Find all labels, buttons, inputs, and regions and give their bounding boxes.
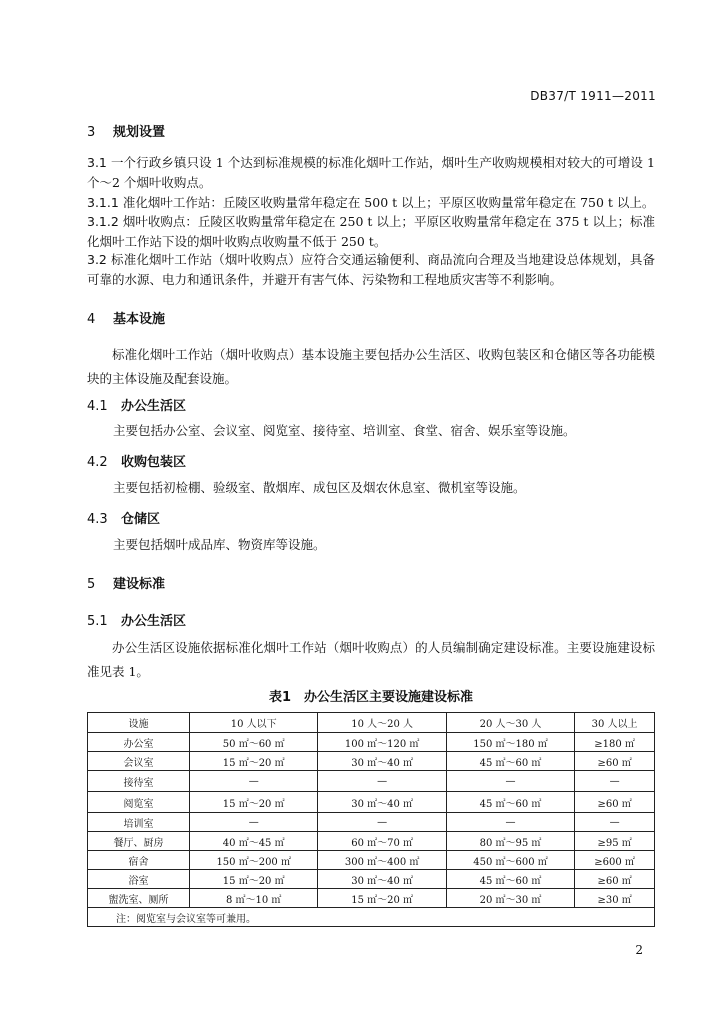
table-cell: 15 ㎡～20 ㎡ — [190, 792, 318, 813]
clause-text: 烟叶收购点：丘陵区收购量常年稳定在 250 t 以上；平原区收购量常年稳定在 375 t 以上；标准化烟叶工作站下设的烟叶收购点收购量不低于 250 t。 — [87, 214, 655, 249]
table-cell: 150 ㎡～180 ㎡ — [446, 733, 574, 752]
table-cell: 15 ㎡～20 ㎡ — [190, 752, 318, 771]
table-caption: 表1 办公生活区主要设施建设标准 — [268, 690, 474, 705]
table-cell: 45 ㎡～60 ㎡ — [446, 752, 574, 771]
section-number: 4 — [87, 312, 96, 327]
column-header: 10 人～20 人 — [318, 713, 446, 733]
section-title: 基本设施 — [113, 312, 166, 327]
clause-text: 一个行政乡镇只设 1 个达到标准规模的标准化烟叶工作站，烟叶生产收购规模相对较大的可增设 1 个～2 个烟叶收购点。 — [87, 155, 655, 190]
section-number: 3 — [87, 125, 96, 140]
table-cell: ≥600 ㎡ — [575, 851, 655, 870]
table-row — [88, 792, 655, 813]
table-cell: ≥60 ㎡ — [575, 870, 655, 889]
subsection-5-1-heading — [87, 610, 655, 629]
clause-text: 标准化烟叶工作站（烟叶收购点）应符合交通运输便利、商品流向合理及当地建设总体规划，具备可靠的水源、电力和通讯条件，并避开有害气体、污染物和工程地质灾害等不利影响。 — [87, 252, 655, 287]
table-cell: — — [446, 813, 574, 832]
subsection-title: 收购包装区 — [121, 455, 187, 470]
table-cell: 450 ㎡～600 ㎡ — [446, 851, 574, 870]
table-row — [88, 870, 655, 889]
table-cell: ≥180 ㎡ — [575, 733, 655, 752]
facility-standards-table — [87, 712, 655, 927]
clause-3-1-1 — [87, 193, 655, 213]
clause-3-1 — [87, 153, 655, 193]
table-cell: 培训室 — [88, 813, 190, 832]
section-4-heading — [87, 308, 655, 327]
table-cell: — — [190, 771, 318, 792]
table-cell: 15 ㎡～20 ㎡ — [190, 870, 318, 889]
table-cell: 30 ㎡～40 ㎡ — [318, 792, 446, 813]
subsection-4-1-heading — [87, 395, 655, 414]
table-cell: 30 ㎡～40 ㎡ — [318, 870, 446, 889]
table-cell: — — [446, 771, 574, 792]
table-row — [88, 813, 655, 832]
table-note-row — [88, 908, 655, 927]
table-cell: 盥洗室、厕所 — [88, 889, 190, 908]
table-cell: 20 ㎡～30 ㎡ — [446, 889, 574, 908]
subsection-number: 5.1 — [87, 614, 108, 629]
table-cell: 100 ㎡～120 ㎡ — [318, 733, 446, 752]
doc-code: DB37/T 1911—2011 — [530, 89, 656, 103]
subsection-4-2-body: 主要包括初检棚、验级室、散烟库、成包区及烟农休息室、微机室等设施。 — [113, 480, 526, 495]
column-header: 10 人以下 — [190, 713, 318, 733]
subsection-title: 仓储区 — [121, 512, 161, 527]
subsection-number: 4.2 — [87, 455, 108, 470]
table-cell: ≥30 ㎡ — [575, 889, 655, 908]
table-row — [88, 889, 655, 908]
table-cell: ≥60 ㎡ — [575, 792, 655, 813]
column-header: 20 人～30 人 — [446, 713, 574, 733]
clause-text: 准化烟叶工作站：丘陵区收购量常年稳定在 500 t 以上；平原区收购量常年稳定在 750 t 以上。 — [122, 195, 655, 210]
subsection-4-3-heading — [87, 508, 655, 527]
table-cell: 300 ㎡～400 ㎡ — [318, 851, 446, 870]
table-cell: 60 ㎡～70 ㎡ — [318, 832, 446, 851]
table-cell: 接待室 — [88, 771, 190, 792]
table-row — [88, 851, 655, 870]
section-number: 5 — [87, 577, 96, 592]
table-note: 注：阅览室与会议室等可兼用。 — [88, 908, 655, 927]
table-cell: 会议室 — [88, 752, 190, 771]
table-cell: 8 ㎡～10 ㎡ — [190, 889, 318, 908]
table-cell: 45 ㎡～60 ㎡ — [446, 870, 574, 889]
subsection-number: 4.3 — [87, 512, 108, 527]
section-title: 规划设置 — [113, 125, 166, 140]
table-cell: 40 ㎡～45 ㎡ — [190, 832, 318, 851]
table-cell: 阅览室 — [88, 792, 190, 813]
clause-number: 3.1.2 — [87, 214, 119, 229]
table-row — [88, 733, 655, 752]
table-cell: ≥95 ㎡ — [575, 832, 655, 851]
table-cell: — — [575, 813, 655, 832]
table-cell: 办公室 — [88, 733, 190, 752]
table-cell: 45 ㎡～60 ㎡ — [446, 792, 574, 813]
section-3-heading — [87, 121, 655, 140]
clause-number: 3.1.1 — [87, 195, 119, 210]
table-cell: 15 ㎡～20 ㎡ — [318, 889, 446, 908]
table-cell: — — [575, 771, 655, 792]
table-cell: 150 ㎡～200 ㎡ — [190, 851, 318, 870]
column-header: 设施 — [88, 713, 190, 733]
section-5-heading — [87, 573, 655, 592]
section-4-intro: 标准化烟叶工作站（烟叶收购点）基本设施主要包括办公生活区、收购包装区和仓储区等各功能模块的主体设施及配套设施。 — [87, 347, 655, 386]
table-cell: 餐厅、厨房 — [88, 832, 190, 851]
subsection-title: 办公生活区 — [121, 614, 187, 629]
subsection-4-3-body: 主要包括烟叶成品库、物资库等设施。 — [113, 537, 326, 552]
column-header: 30 人以上 — [575, 713, 655, 733]
table-cell: 浴室 — [88, 870, 190, 889]
subsection-4-1-body: 主要包括办公室、会议室、阅览室、接待室、培训室、食堂、宿舍、娱乐室等设施。 — [113, 423, 576, 438]
subsection-number: 4.1 — [87, 399, 108, 414]
table-row — [88, 771, 655, 792]
clause-number: 3.2 — [87, 252, 107, 267]
table-cell: 宿舍 — [88, 851, 190, 870]
table-cell: 50 ㎡～60 ㎡ — [190, 733, 318, 752]
table-row — [88, 832, 655, 851]
clause-3-1-2 — [87, 212, 655, 252]
table-cell: ≥60 ㎡ — [575, 752, 655, 771]
subsection-4-2-heading — [87, 451, 655, 470]
clause-3-2 — [87, 250, 655, 290]
page-number: 2 — [635, 943, 643, 957]
table-cell: — — [318, 771, 446, 792]
subsection-5-1-body: 办公生活区设施依据标准化烟叶工作站（烟叶收购点）的人员编制确定建设标准。主要设施建设标准见表 1。 — [87, 640, 655, 679]
table-row — [88, 752, 655, 771]
subsection-title: 办公生活区 — [121, 399, 187, 414]
table-cell: 80 ㎡～95 ㎡ — [446, 832, 574, 851]
table-cell: — — [190, 813, 318, 832]
table-cell: — — [318, 813, 446, 832]
table-header-row — [88, 713, 655, 733]
table-cell: 30 ㎡～40 ㎡ — [318, 752, 446, 771]
clause-number: 3.1 — [87, 155, 107, 170]
section-title: 建设标准 — [113, 577, 166, 592]
